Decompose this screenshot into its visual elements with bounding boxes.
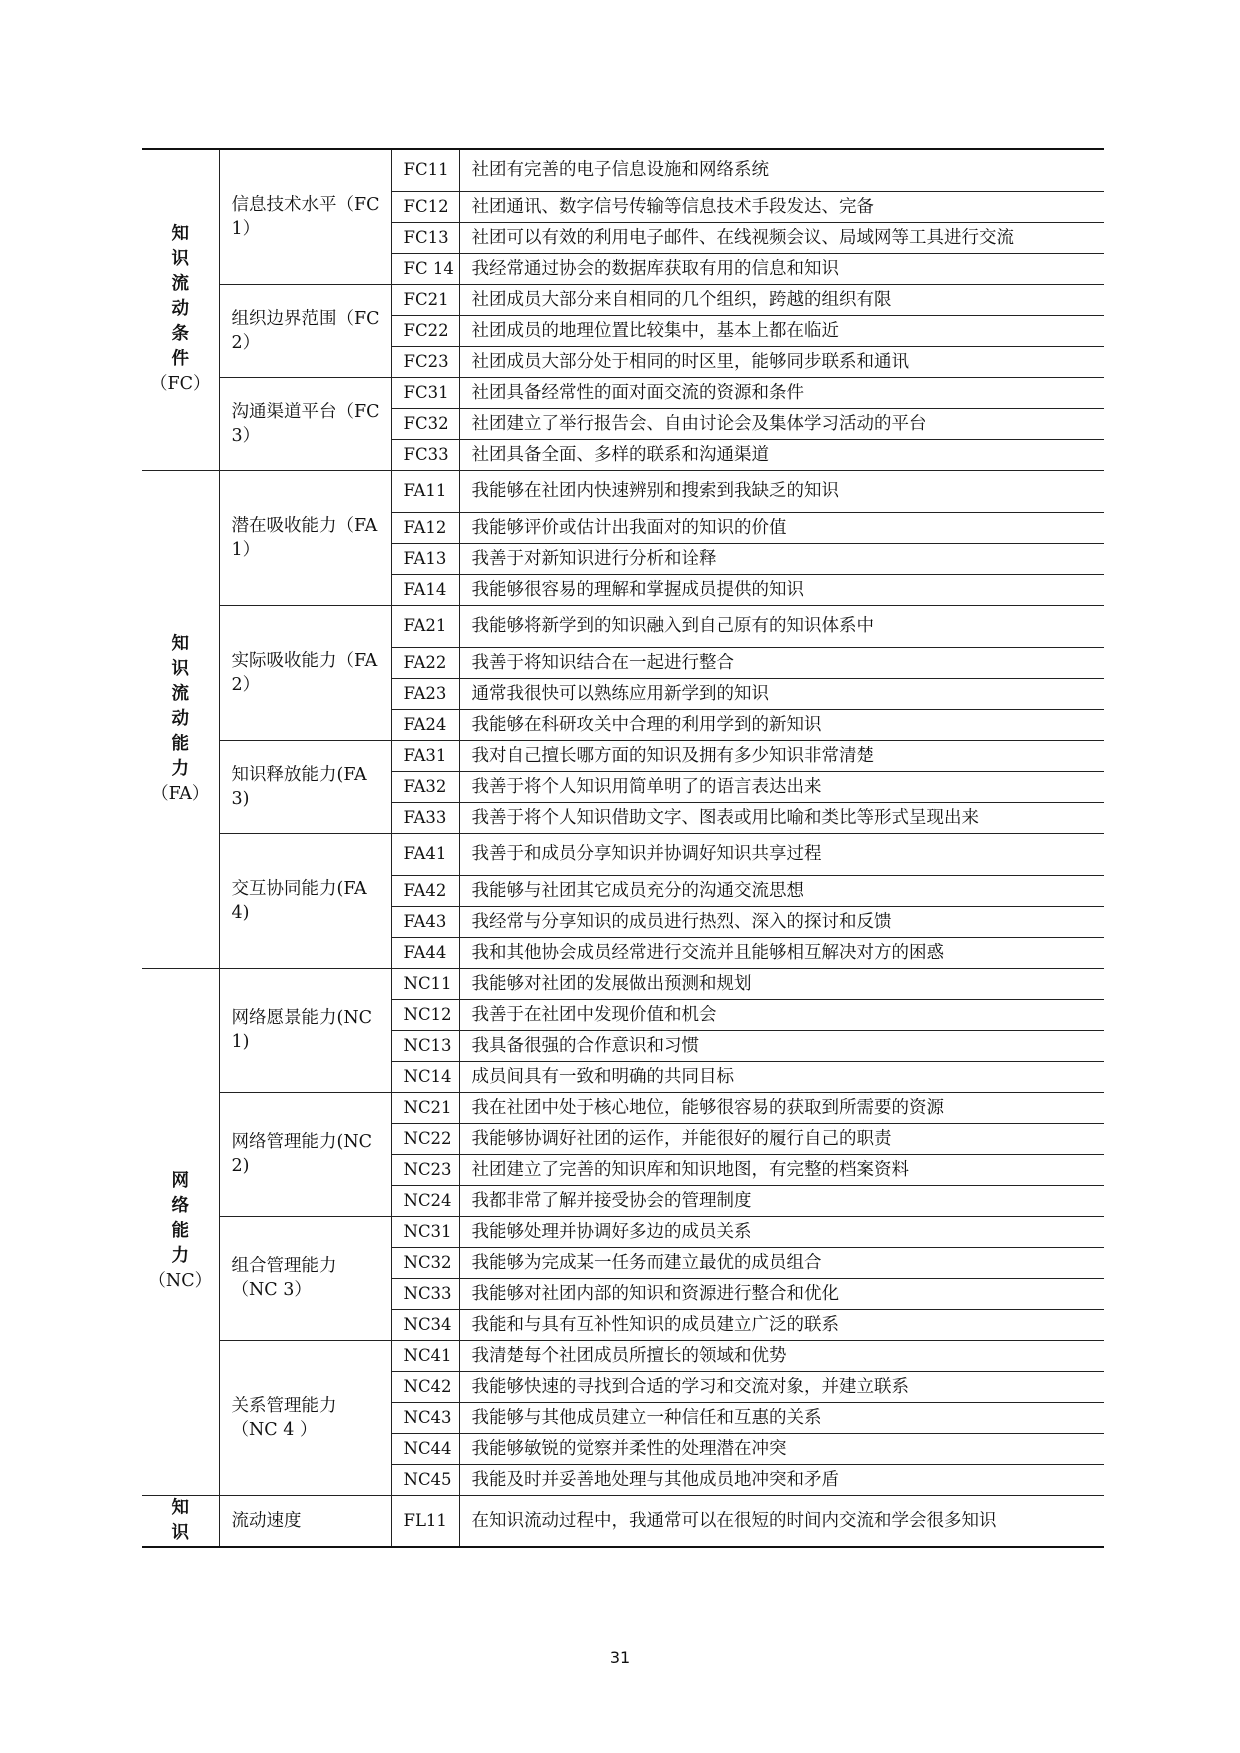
dimension-cell: 流动速度: [219, 1495, 391, 1547]
dimension-cell: 关系管理能力（NC 4 ）: [219, 1340, 391, 1495]
item-text: 我具备很强的合作意识和习惯: [459, 1030, 1104, 1061]
dimension-cell: 知识释放能力(FA 3): [219, 740, 391, 833]
item-code: FC13: [391, 222, 459, 253]
item-code: FA32: [391, 771, 459, 802]
item-text: 我经常与分享知识的成员进行热烈、深入的探讨和反馈: [459, 906, 1104, 937]
item-code: FA41: [391, 833, 459, 875]
category-code: （NC）: [148, 1271, 213, 1291]
item-text: 我对自己擅长哪方面的知识及拥有多少知识非常清楚: [459, 740, 1104, 771]
item-code: FA21: [391, 605, 459, 647]
item-code: NC21: [391, 1092, 459, 1123]
item-code: FC23: [391, 346, 459, 377]
category-cell: [142, 149, 219, 470]
category-label: [142, 1496, 219, 1546]
item-text: 社团建立了举行报告会、自由讨论会及集体学习活动的平台: [459, 408, 1104, 439]
dimension-cell: 网络管理能力(NC 2): [219, 1092, 391, 1216]
item-code: FA44: [391, 937, 459, 968]
table-row: [142, 377, 1104, 408]
item-text: 我能够与其他成员建立一种信任和互惠的关系: [459, 1402, 1104, 1433]
category-name: 知识: [171, 1497, 203, 1543]
item-code: FC32: [391, 408, 459, 439]
item-text: 我清楚每个社团成员所擅长的领域和优势: [459, 1340, 1104, 1371]
item-text: 我善于在社团中发现价值和机会: [459, 999, 1104, 1030]
item-text: 我善于和成员分享知识并协调好知识共享过程: [459, 833, 1104, 875]
category-name: 能力: [171, 1221, 203, 1266]
dimension-cell: 实际吸收能力（FA 2）: [219, 605, 391, 740]
item-code: NC31: [391, 1216, 459, 1247]
category-code: （FC）: [149, 374, 211, 395]
item-code: FC33: [391, 439, 459, 470]
table-row: [142, 284, 1104, 315]
category-name: 知识: [171, 633, 203, 679]
item-code: FA23: [391, 678, 459, 709]
item-code: NC32: [391, 1247, 459, 1278]
item-text: 社团有完善的电子信息设施和网络系统: [459, 149, 1104, 191]
item-code: FC22: [391, 315, 459, 346]
item-code: FC12: [391, 191, 459, 222]
item-code: FC 14: [391, 253, 459, 284]
item-text: 我能够敏锐的觉察并柔性的处理潜在冲突: [459, 1433, 1104, 1464]
category-label: [142, 1169, 219, 1294]
item-code: NC23: [391, 1154, 459, 1185]
dimension-cell: 信息技术水平（FC 1）: [219, 149, 391, 284]
item-code: FL11: [391, 1495, 459, 1547]
item-code: FC11: [391, 149, 459, 191]
item-text: 我能够在社团内快速辨别和搜索到我缺乏的知识: [459, 470, 1104, 512]
category-name: 知识: [171, 224, 203, 270]
item-code: NC41: [391, 1340, 459, 1371]
item-text: 社团建立了完善的知识库和知识地图，有完整的档案资料: [459, 1154, 1104, 1185]
item-text: 社团通讯、数字信号传输等信息技术手段发达、完备: [459, 191, 1104, 222]
item-code: NC12: [391, 999, 459, 1030]
table-row: [142, 1092, 1104, 1123]
dimension-cell: 组织边界范围（FC 2）: [219, 284, 391, 377]
category-cell: [142, 1495, 219, 1547]
category-name: 网络: [171, 1171, 203, 1216]
category-label: [142, 632, 219, 807]
page-number: 31: [609, 1648, 631, 1667]
item-text: 社团成员的地理位置比较集中，基本上都在临近: [459, 315, 1104, 346]
category-name: 条件: [171, 324, 203, 370]
item-code: FC21: [391, 284, 459, 315]
item-code: NC22: [391, 1123, 459, 1154]
item-code: NC14: [391, 1061, 459, 1092]
category-name: 流动: [171, 683, 203, 729]
item-text: 我善于将个人知识借助文字、图表或用比喻和类比等形式呈现出来: [459, 802, 1104, 833]
category-cell: [142, 470, 219, 968]
item-text: 我能够与社团其它成员充分的沟通交流思想: [459, 875, 1104, 906]
item-code: FA12: [391, 512, 459, 543]
item-text: 我在社团中处于核心地位，能够很容易的获取到所需要的资源: [459, 1092, 1104, 1123]
item-text: 在知识流动过程中，我通常可以在很短的时间内交流和学会很多知识: [459, 1495, 1104, 1547]
dimension-cell: 交互协同能力(FA 4): [219, 833, 391, 968]
table-row: [142, 1340, 1104, 1371]
item-text: 我能够快速的寻找到合适的学习和交流对象，并建立联系: [459, 1371, 1104, 1402]
table-body: [142, 149, 1104, 1547]
item-code: FA33: [391, 802, 459, 833]
dimension-cell: 组合管理能力（NC 3）: [219, 1216, 391, 1340]
item-text: 我经常通过协会的数据库获取有用的信息和知识: [459, 253, 1104, 284]
item-code: NC42: [391, 1371, 459, 1402]
item-text: 成员间具有一致和明确的共同目标: [459, 1061, 1104, 1092]
item-code: FA22: [391, 647, 459, 678]
table-row: [142, 470, 1104, 512]
item-text: 社团成员大部分处于相同的时区里，能够同步联系和通讯: [459, 346, 1104, 377]
item-code: NC11: [391, 968, 459, 999]
item-text: 我都非常了解并接受协会的管理制度: [459, 1185, 1104, 1216]
item-text: 社团可以有效的利用电子邮件、在线视频会议、局域网等工具进行交流: [459, 222, 1104, 253]
table-row: [142, 968, 1104, 999]
item-code: NC33: [391, 1278, 459, 1309]
item-text: 通常我很快可以熟练应用新学到的知识: [459, 678, 1104, 709]
item-text: 我善于将知识结合在一起进行整合: [459, 647, 1104, 678]
table-row: [142, 833, 1104, 875]
item-text: 我能够评价或估计出我面对的知识的价值: [459, 512, 1104, 543]
item-code: FA14: [391, 574, 459, 605]
item-code: FA11: [391, 470, 459, 512]
category-name: 流动: [171, 274, 203, 320]
item-text: 社团具备经常性的面对面交流的资源和条件: [459, 377, 1104, 408]
category-code: （FA）: [151, 783, 210, 804]
item-code: FA43: [391, 906, 459, 937]
item-code: NC43: [391, 1402, 459, 1433]
table-row: [142, 740, 1104, 771]
dimension-cell: 网络愿景能力(NC 1): [219, 968, 391, 1092]
item-code: FA31: [391, 740, 459, 771]
item-text: 我善于将个人知识用简单明了的语言表达出来: [459, 771, 1104, 802]
category-name: 能力: [171, 733, 203, 779]
item-text: 我能够很容易的理解和掌握成员提供的知识: [459, 574, 1104, 605]
item-text: 我能够处理并协调好多边的成员关系: [459, 1216, 1104, 1247]
item-code: FA13: [391, 543, 459, 574]
item-text: 我能和与具有互补性知识的成员建立广泛的联系: [459, 1309, 1104, 1340]
item-code: NC24: [391, 1185, 459, 1216]
item-code: FA42: [391, 875, 459, 906]
table-row: [142, 1495, 1104, 1547]
item-text: 我能够将新学到的知识融入到自己原有的知识体系中: [459, 605, 1104, 647]
dimension-cell: 潜在吸收能力（FA 1）: [219, 470, 391, 605]
item-text: 我能够为完成某一任务而建立最优的成员组合: [459, 1247, 1104, 1278]
category-label: [142, 222, 219, 397]
item-code: FA24: [391, 709, 459, 740]
table-row: [142, 1216, 1104, 1247]
table-row: [142, 605, 1104, 647]
item-text: 我能及时并妥善地处理与其他成员地冲突和矛盾: [459, 1464, 1104, 1495]
measurement-scale-table: [142, 148, 1104, 1548]
item-code: NC44: [391, 1433, 459, 1464]
dimension-cell: 沟通渠道平台（FC 3）: [219, 377, 391, 470]
item-code: NC34: [391, 1309, 459, 1340]
item-text: 我能够协调好社团的运作，并能很好的履行自己的职责: [459, 1123, 1104, 1154]
item-code: FC31: [391, 377, 459, 408]
item-text: 社团成员大部分来自相同的几个组织，跨越的组织有限: [459, 284, 1104, 315]
category-cell: [142, 968, 219, 1495]
item-text: 社团具备全面、多样的联系和沟通渠道: [459, 439, 1104, 470]
item-code: NC13: [391, 1030, 459, 1061]
item-text: 我和其他协会成员经常进行交流并且能够相互解决对方的困惑: [459, 937, 1104, 968]
item-text: 我能够在科研攻关中合理的利用学到的新知识: [459, 709, 1104, 740]
item-code: NC45: [391, 1464, 459, 1495]
table-row: [142, 149, 1104, 191]
item-text: 我善于对新知识进行分析和诠释: [459, 543, 1104, 574]
item-text: 我能够对社团内部的知识和资源进行整合和优化: [459, 1278, 1104, 1309]
item-text: 我能够对社团的发展做出预测和规划: [459, 968, 1104, 999]
